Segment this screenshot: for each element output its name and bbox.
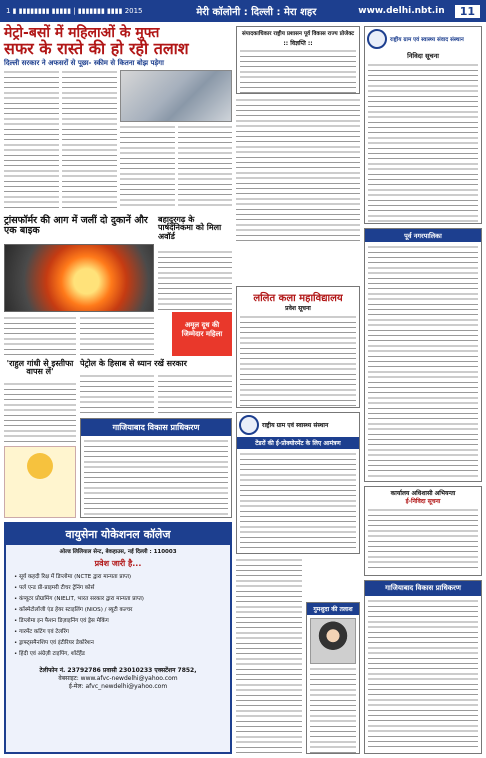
petrol-story [80, 360, 232, 368]
tender-title: राष्ट्रीय ग्राम एवं स्वास्थ्य संस्थान [262, 422, 329, 429]
college-website[interactable]: वेबसाइट: www.afvc-newdelhi@yahoo.com [58, 675, 178, 682]
lalit-subtitle: प्रवेश सूचना [285, 305, 311, 312]
college-email[interactable]: ई-मेल: afvc_newdelhi@yahoo.com [68, 683, 168, 690]
lead-body-col-3 [120, 125, 175, 210]
mid-lower-text [236, 558, 302, 754]
missing-person-notice [306, 602, 360, 754]
notice-vikas-title: संपादकाधिकार राष्ट्रीय प्रशासन पूर्व विकास राज्य प्रोजेक्ट [241, 31, 355, 37]
tender-subtitle: टेंडरों की ई-प्रोक्योरमेंट के लिए आमंत्रण [237, 437, 359, 449]
notice-tender [236, 412, 360, 554]
notice-vikas-body [240, 49, 356, 93]
college-title: वायुसेना योकेशनल कॉलेज [6, 524, 230, 545]
notice-lalit-kala [236, 286, 360, 408]
college-course-item: • कंप्यूटर प्रोग्रामिंग (NIELIT, भारत सरकार द्वारा मान्यता प्राप्त) [14, 596, 144, 602]
missing-body [310, 667, 356, 754]
fire-photo [4, 244, 154, 312]
fire-headline: ट्रांसफॉर्मर की आग में जलीं दो दुकानें और एक बाइक [4, 215, 148, 236]
lead-body-col-4 [178, 125, 232, 210]
amul-ad-sublabel: जिम्मेदार महिला [181, 330, 223, 338]
missing-title: गुमशुदा की तलाश [307, 603, 359, 615]
lead-headline-2: सफर के रास्ते की हो रही तलाश [4, 38, 189, 58]
rahul-story [4, 360, 76, 377]
karyalaya-body [368, 508, 478, 570]
mid-text-block [236, 98, 360, 244]
bahadurgarh-headline: बहादुरगढ़ के पार्षदनिकमा को मिला अवॉर्ड [158, 215, 222, 241]
petrol-body-1 [80, 374, 154, 414]
bahadurgarh-story [158, 216, 232, 241]
karyalaya-subtitle: ई-निविदा सूचना [405, 498, 441, 505]
college-contact: टेलीफोन नं. 23792786 प्रवासी 23010233 एक्सटेंशन 7852, [39, 667, 197, 674]
ghaziabad-left-body [84, 439, 228, 518]
missing-photo [310, 618, 356, 664]
rahul-body [4, 382, 76, 444]
ghaziabad-right-title: गाजियाबाद विकास प्राधिकरण [365, 581, 481, 596]
emoji-face-icon [27, 453, 53, 479]
fire-body-col-1 [4, 316, 76, 356]
college-course-item: • पर्ल एन्ड प्री-प्राइमरी टीचर ट्रेनिंग कोर्स [14, 585, 95, 591]
amul-ad-box[interactable] [172, 312, 232, 356]
ghaziabad-notice-left [80, 418, 232, 518]
page-number: 11 [455, 5, 480, 18]
right-col-body [368, 245, 478, 477]
college-courses-list [6, 572, 230, 660]
karyalaya-title: कार्यालय अधिशासी अभियन्ता [390, 490, 456, 497]
lead-story [4, 26, 232, 68]
college-admissions: प्रवेश जारी है... [94, 559, 142, 568]
college-address: ओल्ड लिलियाल सेन्ट, बेकहाउस, नई दिल्ली : 110003 [59, 549, 177, 555]
lalit-body [240, 315, 356, 408]
masthead-left: 1 ▮ ▮▮▮▮▮▮▮▮ ▮▮▮▮▮ | ▮▮▮▮▮▮▮ ▮▮▮▮ 2015 [6, 7, 143, 15]
notice-top-right [364, 26, 482, 224]
emblem-icon [239, 415, 259, 435]
college-ad [4, 522, 232, 754]
page-masthead [0, 0, 486, 22]
notice-karyalaya [364, 486, 482, 576]
college-course-item: • हिंदी एवं अंग्रेज़ी टाइपिंग, शॉर्टहैंड [14, 651, 85, 657]
tr-title: निविदा सूचना [407, 52, 439, 60]
lead-body-col-2 [62, 70, 117, 210]
notice-right-column [364, 228, 482, 482]
rahul-cartoon [4, 446, 76, 518]
lalit-title: ललित कला महाविद्यालय [253, 293, 343, 304]
masthead-section-title: मेरी कॉलोनी : दिल्ली : मेरा शहर [196, 7, 317, 18]
lead-body-col-1 [4, 70, 59, 210]
masthead-website[interactable]: www.delhi.nbt.in [358, 6, 445, 16]
petrol-headline: पेट्रोल के हिसाब से ध्यान रखें सरकार [80, 359, 187, 368]
notice-vikas-rajya [236, 26, 360, 94]
college-course-item: • कॉस्मेटोलॉजी एंड हेयर स्टाइलिंग (NIOS) / ब्यूटी कल्चर [14, 607, 133, 613]
tr-body [368, 63, 478, 224]
fire-body-col-2 [80, 316, 154, 356]
ghaziabad-right-body [368, 599, 478, 749]
college-course-item: • सूर्य कहदी रिक्ष में डिप्लोमा (NCTE द्वारा मान्यता प्राप्त) [14, 574, 132, 580]
tender-body [240, 452, 356, 552]
college-course-item: • ड्राफ्ट्समैनशिप एवं इंटीरियर डेकोरेशन [14, 640, 94, 646]
fire-story [4, 216, 154, 236]
college-course-item: • गारमेंट कटिंग एवं टेलरिंग [14, 629, 69, 635]
institute-logo-icon [367, 29, 387, 49]
amul-ad-label: अमूल दूध की [184, 321, 220, 329]
rahul-headline: 'राहुल गांधी से इस्तीफा वापस लें' [6, 359, 74, 377]
bahadurgarh-body [158, 250, 232, 310]
ghaziabad-left-title: गाजियाबाद विकास प्राधिकरण [81, 419, 231, 436]
ghaziabad-vikas-notice [364, 580, 482, 754]
lead-subhead: दिल्ली सरकार ने अफसरों से पूछा- स्कीम से कितना बोझ पड़ेगा [4, 59, 164, 68]
petrol-body-2 [158, 374, 232, 414]
right-col-title: पूर्व नगरपालिका [365, 229, 481, 242]
metro-photo [120, 70, 232, 122]
notice-vikas-subtitle: :: विज्ञप्ति :: [283, 40, 313, 47]
lead-headline-1: मेट्रो-बसों में महिलाओं के मुफ्त [4, 25, 160, 41]
tr-org: राष्ट्रीय ग्राम एवं स्वास्थ्य संवाद संस्थान [390, 37, 464, 43]
college-course-item: • डिप्लोमा इन फैशन डिज़ाइनिंग एवं ड्रेस मेकिंग [14, 618, 109, 624]
